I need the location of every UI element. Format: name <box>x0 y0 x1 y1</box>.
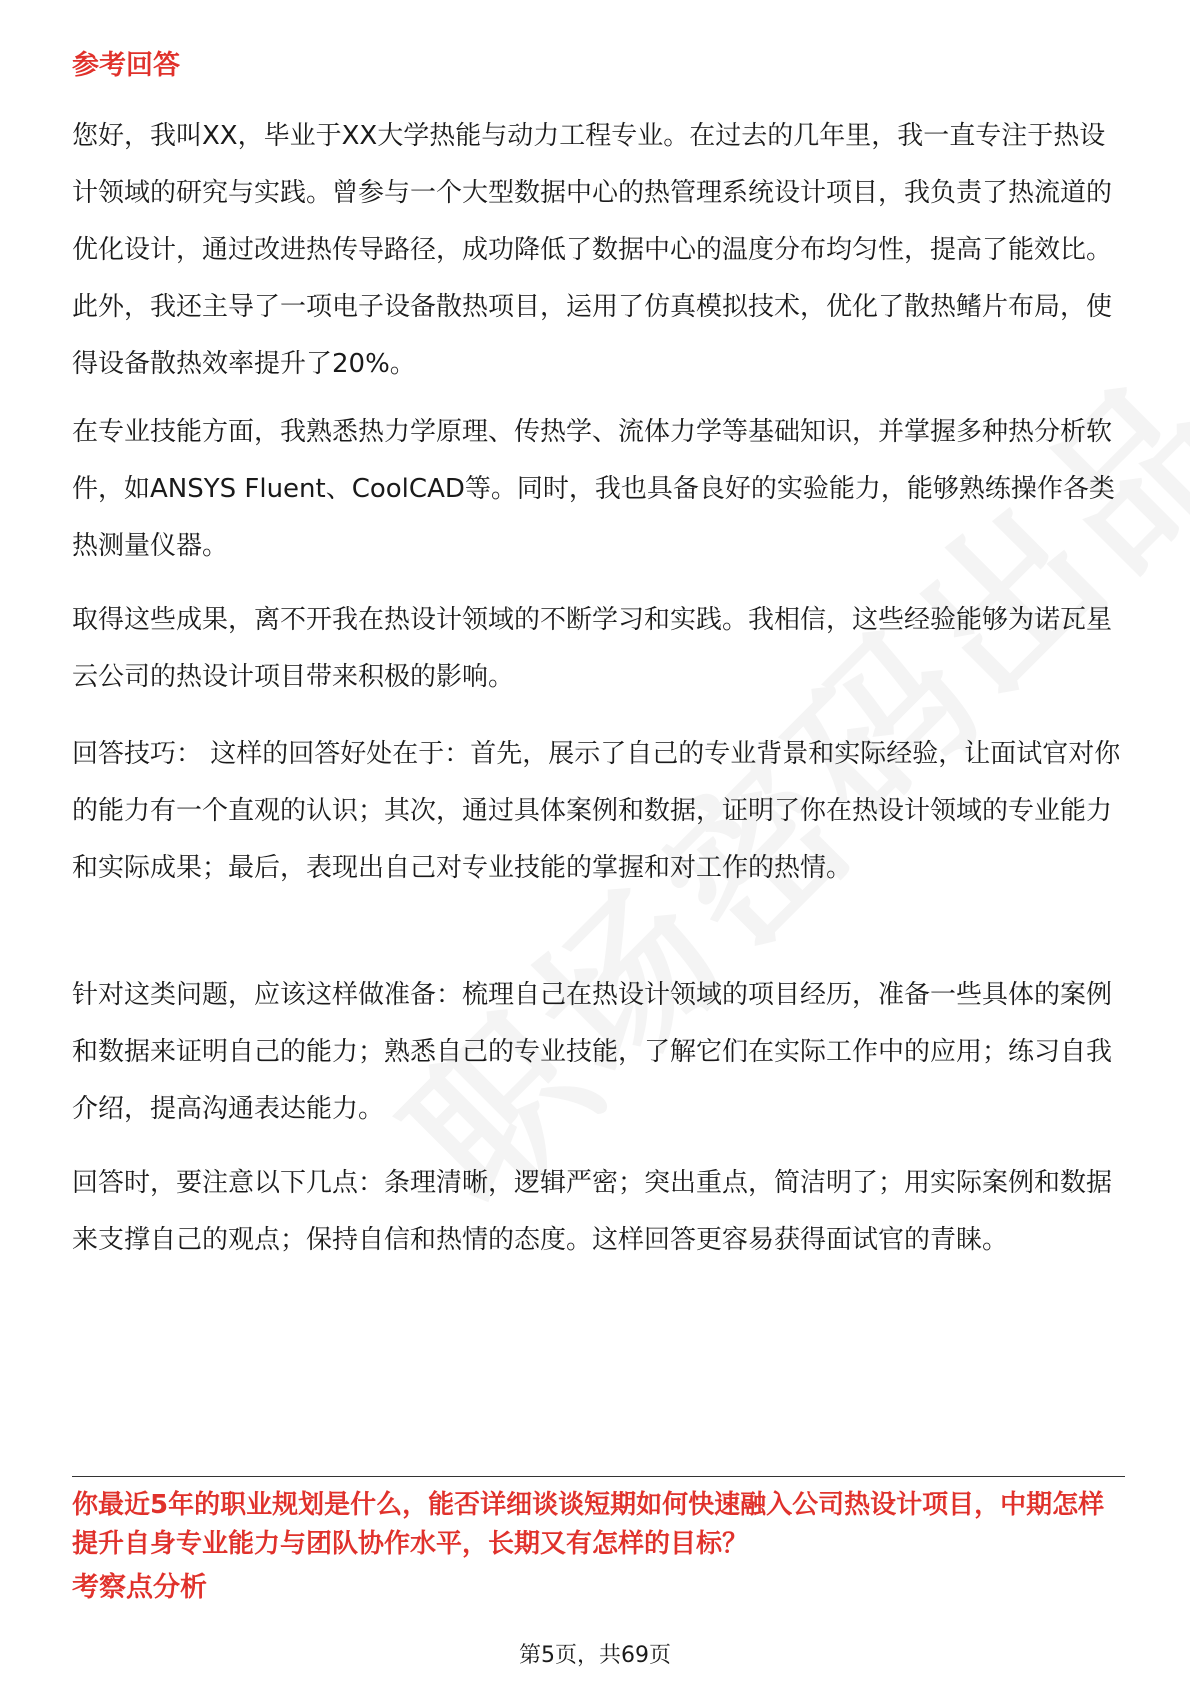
paragraph-results: 取得这些成果，离不开我在热设计领域的不断学习和实践。我相信，这些经验能够为诺瓦星云公司的热设计项目带来积极的影响。 <box>72 605 1113 692</box>
paragraph-points: 回答时，要注意以下几点：条理清晰，逻辑严密；突出重点，简洁明了；用实际案例和数据来支撑自己的观点；保持自信和热情的态度。这样回答更容易获得面试官的青睐。 <box>72 1168 1113 1255</box>
paragraph-tips: 回答技巧： 这样的回答好处在于：首先，展示了自己的专业背景和实际经验，让面试官对你的能力有一个直观的认识；其次，通过具体案例和数据，证明了你在热设计领域的专业能力和实际成果；最后，表现出自己对专业技能的掌握和对工作的热情。 <box>72 739 1121 883</box>
paragraph-intro: 您好，我叫XX，毕业于XX大学热能与动力工程专业。在过去的几年里，我一直专注于热设计领域的研究与实践。曾参与一个大型数据中心的热管理系统设计项目，我负责了热流道的优化设计，通过改进热传导路径，成功降低了数据中心的温度分布均匀性，提高了能效比。此外，我还主导了一项电子设备散热项目，运用了仿真模拟技术，优化了散热鳍片布局，使得设备散热效率提升了20%。 <box>72 121 1113 379</box>
paragraph-skills: 在专业技能方面，我熟悉热力学原理、传热学、流体力学等基础知识，并掌握多种热分析软件，如ANSYS Fluent、CoolCAD等。同时，我也具备良好的实验能力，能够熟练操作各类热测量仪器。 <box>72 417 1115 561</box>
section-title-analysis: 考察点分析 <box>72 1572 207 1603</box>
paragraph-preparation: 针对这类问题，应该这样做准备：梳理自己在热设计领域的项目经历，准备一些具体的案例和数据来证明自己的能力；熟悉自己的专业技能，了解它们在实际工作中的应用；练习自我介绍，提高沟通表达能力。 <box>72 980 1113 1124</box>
next-question: 你最近5年的职业规划是什么，能否详细谈谈短期如何快速融入公司热设计项目，中期怎样提升自身专业能力与团队协作水平，长期又有怎样的目标？ <box>72 1490 1105 1559</box>
section-divider <box>72 1476 1125 1477</box>
page-number-footer: 第5页，共69页 <box>519 1643 671 1668</box>
section-title-reference-answer: 参考回答 <box>72 50 180 81</box>
